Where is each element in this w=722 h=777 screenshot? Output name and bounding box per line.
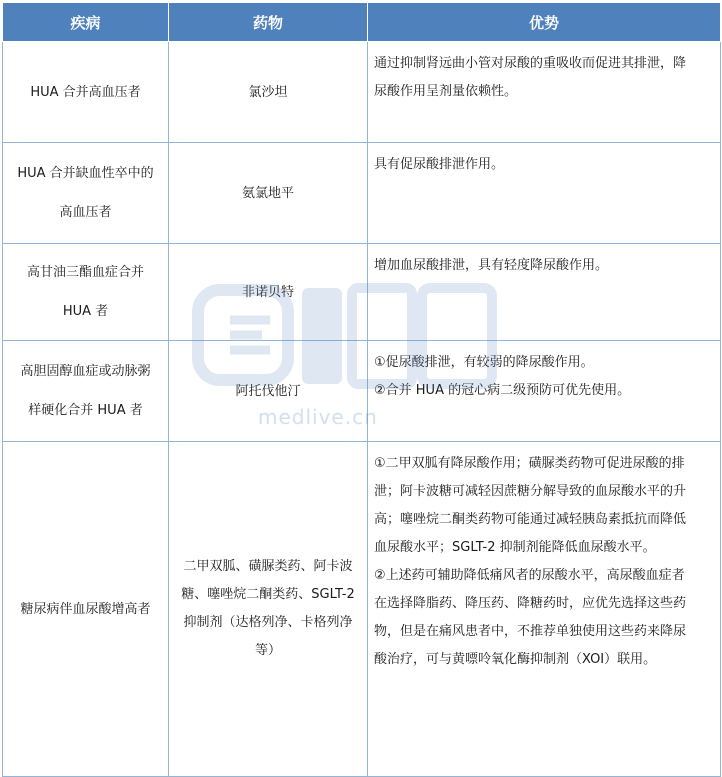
table-row: [3, 42, 721, 143]
advantage-cell: [368, 442, 721, 777]
drug-line: 氨氯地平: [241, 185, 294, 201]
disease-line: 样硬化合并 HUA 者: [28, 403, 143, 418]
disease-cell: [3, 341, 169, 442]
table-row: [3, 244, 721, 341]
header-advantage: 优势: [368, 3, 721, 42]
disease-cell: [3, 143, 169, 244]
drug-cell: [169, 143, 368, 244]
advantage-line: 增加血尿酸排泄，具有轻度降尿酸作用。: [374, 258, 609, 273]
header-drug: 药物: [169, 3, 368, 42]
disease-cell: [3, 442, 169, 777]
drug-line: 抑制剂（达格列净、卡格列净: [183, 615, 353, 630]
advantage-line: 酸治疗，可与黄嘌呤氧化酶抑制剂（XOI）联用。: [374, 652, 657, 667]
advantage-cell: [368, 143, 721, 244]
advantage-cell: [368, 244, 721, 341]
disease-line: 高胆固醇血症或动脉粥: [20, 364, 151, 379]
disease-line: HUA 合并缺血性卒中的: [17, 166, 154, 181]
disease-cell: [3, 42, 169, 143]
disease-line: 高血压者: [59, 205, 112, 220]
table-row: [3, 143, 721, 244]
drug-line: 二甲双胍、磺脲类药、阿卡波: [183, 559, 353, 574]
watermark-text: medlive.cn: [258, 405, 378, 429]
advantage-line: 尿酸作用呈剂量依赖性。: [374, 84, 518, 99]
advantage-cell: [368, 42, 721, 143]
drug-cell: [169, 442, 368, 777]
drug-table: [2, 2, 721, 777]
advantage-line: 通过抑制肾远曲小管对尿酸的重吸收而促进其排泄，降: [374, 56, 687, 71]
drug-cell: [169, 244, 368, 341]
disease-line: 糖尿病伴血尿酸增高者: [20, 601, 151, 617]
advantage-line: 在选择降脂药、降压药、降糖药时，应优先选择这些药: [374, 596, 687, 611]
table-row: [3, 442, 721, 777]
advantage-line: ①二甲双胍有降尿酸作用；磺脲类药物可促进尿酸的排: [374, 456, 685, 471]
disease-cell: [3, 244, 169, 341]
header-disease: 疾病: [3, 3, 169, 42]
advantage-line: 具有促尿酸排泄作用。: [374, 157, 505, 172]
drug-line: 等）: [254, 643, 281, 658]
disease-line: HUA 合并高血压者: [30, 84, 141, 100]
advantage-line: 高；噻唑烷二酮类药物可能通过减轻胰岛素抵抗而降低: [374, 512, 687, 527]
drug-line: 非诺贝特: [241, 284, 294, 300]
header-row: [3, 3, 721, 42]
advantage-line: 泄；阿卡波糖可减轻因蔗糖分解导致的血尿酸水平的升: [374, 484, 687, 499]
advantage-cell: [368, 341, 721, 442]
advantage-line: ②上述药可辅助降低痛风者的尿酸水平，高尿酸血症者: [374, 568, 685, 583]
drug-cell: [169, 42, 368, 143]
disease-line: HUA 者: [62, 304, 109, 319]
disease-line: 高甘油三酯血症合并: [26, 265, 144, 280]
drug-line: 糖、噻唑烷二酮类药、SGLT-2: [181, 587, 355, 602]
advantage-line: ①促尿酸排泄，有较弱的降尿酸作用。: [374, 355, 594, 370]
advantage-line: ②合并 HUA 的冠心病二级预防可优先使用。: [374, 383, 631, 398]
drug-line: 阿托伐他汀: [235, 383, 301, 399]
advantage-line: 血尿酸水平；SGLT-2 抑制剂能降低血尿酸水平。: [374, 540, 656, 555]
drug-line: 氯沙坦: [248, 84, 288, 100]
advantage-line: 物，但是在痛风患者中，不推荐单独使用这些药来降尿: [374, 624, 687, 639]
